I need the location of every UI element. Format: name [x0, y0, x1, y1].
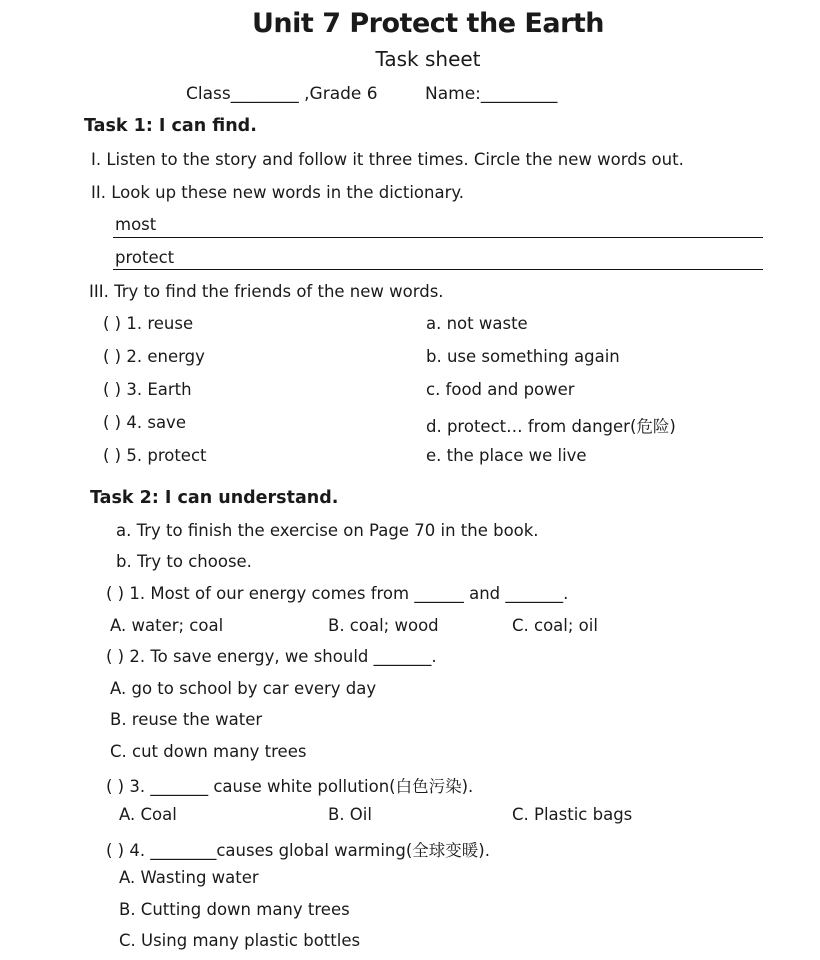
vocab-word-most: most [115, 215, 157, 234]
task2-step-b: b. Try to choose. [116, 552, 252, 571]
question-2-option-a: A. go to school by car every day [110, 679, 377, 698]
task1-heading: Task 1: I can find. [84, 116, 257, 136]
matching-definition-e: e. the place we live [426, 446, 587, 465]
question-4-option-b: B. Cutting down many trees [119, 900, 350, 919]
matching-item-3: ( ) 3. Earth [103, 380, 192, 399]
task1-step1: I. Listen to the story and follow it three times. Circle the new words out. [91, 150, 684, 169]
matching-definition-a: a. not waste [426, 314, 528, 333]
matching-item-1: ( ) 1. reuse [103, 314, 194, 333]
question-2-option-b: B. reuse the water [110, 710, 263, 729]
question-4-option-c: C. Using many plastic bottles [119, 931, 361, 950]
vocab-word-protect: protect [115, 248, 175, 267]
matching-definition-c: c. food and power [426, 380, 575, 399]
task2-heading: Task 2: I can understand. [90, 488, 339, 508]
name-field: Name:_________ [425, 84, 558, 104]
matching-item-4: ( ) 4. save [103, 413, 186, 432]
question-2: ( ) 2. To save energy, we should _______. [106, 647, 437, 666]
page-title: Unit 7 Protect the Earth [251, 8, 605, 39]
matching-definition-d: d. protect… from danger(危险) [426, 417, 676, 436]
task2-step-a: a. Try to finish the exercise on Page 70 in the book. [116, 521, 539, 540]
question-4: ( ) 4. ________causes global warming(全球变暖). [106, 841, 490, 860]
question-3-option-c: C. Plastic bags [512, 805, 633, 824]
question-2-option-c: C. cut down many trees [110, 742, 307, 761]
matching-definition-b: b. use something again [426, 347, 620, 366]
task1-step3: III. Try to find the friends of the new words. [89, 282, 444, 301]
question-1-option-b: B. coal; wood [328, 616, 439, 635]
question-4-option-a: A. Wasting water [119, 868, 259, 887]
vocab-answer-line-protect [113, 269, 763, 270]
class-grade-field: Class________ ,Grade 6 [186, 84, 378, 104]
question-3-option-a: A. Coal [119, 805, 177, 824]
question-1-option-a: A. water; coal [110, 616, 224, 635]
page-subtitle: Task sheet [375, 47, 481, 71]
question-3: ( ) 3. _______ cause white pollution(白色污染). [106, 777, 474, 796]
matching-item-5: ( ) 5. protect [103, 446, 207, 465]
task1-step2: II. Look up these new words in the dictionary. [91, 183, 465, 202]
question-3-option-b: B. Oil [328, 805, 372, 824]
question-1: ( ) 1. Most of our energy comes from ______ and _______. [106, 584, 569, 603]
question-1-option-c: C. coal; oil [512, 616, 598, 635]
vocab-answer-line-most [113, 237, 763, 238]
matching-item-2: ( ) 2. energy [103, 347, 205, 366]
